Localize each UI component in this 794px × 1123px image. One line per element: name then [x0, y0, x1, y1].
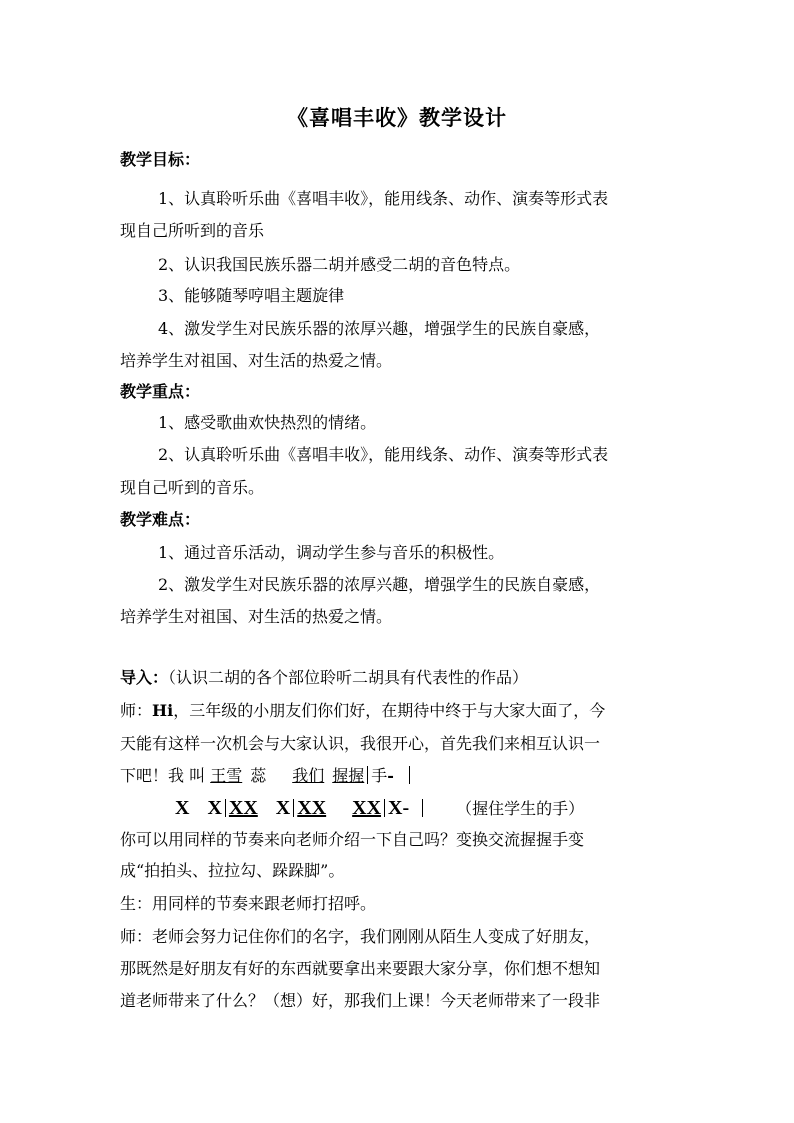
- lyric-line: [120, 766, 413, 786]
- bar-line: [422, 799, 423, 817]
- goals-heading: 教学目标：: [120, 150, 201, 169]
- difficult-item: 2、激发学生对民族乐器的浓厚兴趣，增强学生的民族自豪感，: [158, 575, 601, 594]
- rhythm-note: XX: [297, 797, 327, 819]
- key-item: 1、感受歌曲欢快热烈的情绪。: [158, 413, 377, 432]
- rhythm-note: XX: [352, 797, 382, 819]
- rhythm-line: [175, 798, 584, 819]
- key-item: 现自己听到的音乐。: [120, 478, 265, 497]
- goal-item: 1、认真聆听乐曲《喜唱丰收》，能用线条、动作、演奏等形式表: [158, 189, 609, 208]
- difficult-item: 培养学生对祖国、对生活的热爱之情。: [120, 607, 393, 626]
- dialogue-line: [120, 701, 605, 721]
- difficult-heading: 教学难点：: [120, 510, 201, 529]
- rhythm-note-text: （握住学生的手）: [456, 799, 585, 818]
- lyric-prefix: 下吧！我 叫: [120, 766, 211, 785]
- document-title: 《喜唱丰收》教学设计: [287, 105, 507, 130]
- greeting-word: Hi: [152, 701, 174, 720]
- rhythm-note: X: [275, 797, 291, 819]
- bar-line: [409, 766, 410, 784]
- dialogue-line: 师：老师会努力记住你们的名字，我们刚刚从陌生人变成了好朋友，: [120, 927, 601, 946]
- rhythm-note: X: [175, 797, 190, 819]
- intro-note: （认识二胡的各个部位聆听二胡具有代表性的作品）: [168, 668, 529, 687]
- dialogue-line: 生：用同样的节奏来跟老师打招呼。: [120, 894, 377, 913]
- goal-item: 4、激发学生对民族乐器的浓厚兴趣，增强学生的民族自豪感，: [158, 319, 601, 338]
- lyric-word: 王雪: [210, 766, 243, 785]
- bar-line: [384, 799, 385, 817]
- dialogue-line: 那既然是好朋友有好的东西就要拿出来要跟大家分享，你们想不想知: [120, 959, 601, 978]
- bar-line: [293, 799, 294, 817]
- goal-item: 3、能够随琴哼唱主题旋律: [158, 286, 345, 305]
- dialogue-line: 天能有这样一次机会与大家认识，我很开心，首先我们来相互认识一: [120, 734, 601, 753]
- goal-item: 培养学生对祖国、对生活的热爱之情。: [120, 351, 393, 370]
- bar-line: [225, 799, 226, 817]
- rhythm-note: X: [388, 797, 403, 819]
- key-item: 2、认真聆听乐曲《喜唱丰收》，能用线条、动作、演奏等形式表: [158, 445, 609, 464]
- rest-dash: -: [387, 766, 394, 785]
- dialogue-line: 道老师带来了什么？（想）好，那我们上课！今天老师带来了一段非: [120, 991, 601, 1010]
- lyric-word: 握握: [332, 766, 365, 785]
- lyric-word: 手: [371, 766, 388, 785]
- goal-item: 现自己所听到的音乐: [120, 221, 265, 240]
- rhythm-note: XX: [228, 797, 258, 819]
- intro-heading: 导入：: [120, 668, 169, 687]
- rhythm-note: X: [207, 797, 222, 819]
- key-heading: 教学重点：: [120, 382, 201, 401]
- lyric-word: 我们: [292, 766, 325, 785]
- goal-item: 2、认识我国民族乐器二胡并感受二胡的音色特点。: [158, 255, 521, 274]
- intro-heading-line: [120, 668, 528, 688]
- lyric-word: 蕊: [250, 766, 267, 785]
- bar-line: [367, 766, 368, 784]
- rest-dash: -: [402, 797, 410, 819]
- dialogue-line: 你可以用同样的节奏来向老师介绍一下自己吗？变换交流握握手变: [120, 830, 585, 849]
- dialogue-line: 成“拍拍头、拉拉勾、跺跺脚”。: [120, 861, 345, 880]
- speaker-label: 师：: [120, 701, 153, 720]
- difficult-item: 1、通过音乐活动，调动学生参与音乐的积极性。: [158, 543, 505, 562]
- dialogue-text: ，三年级的小朋友们你们好，在期待中终于与大家大面了，今: [173, 701, 606, 720]
